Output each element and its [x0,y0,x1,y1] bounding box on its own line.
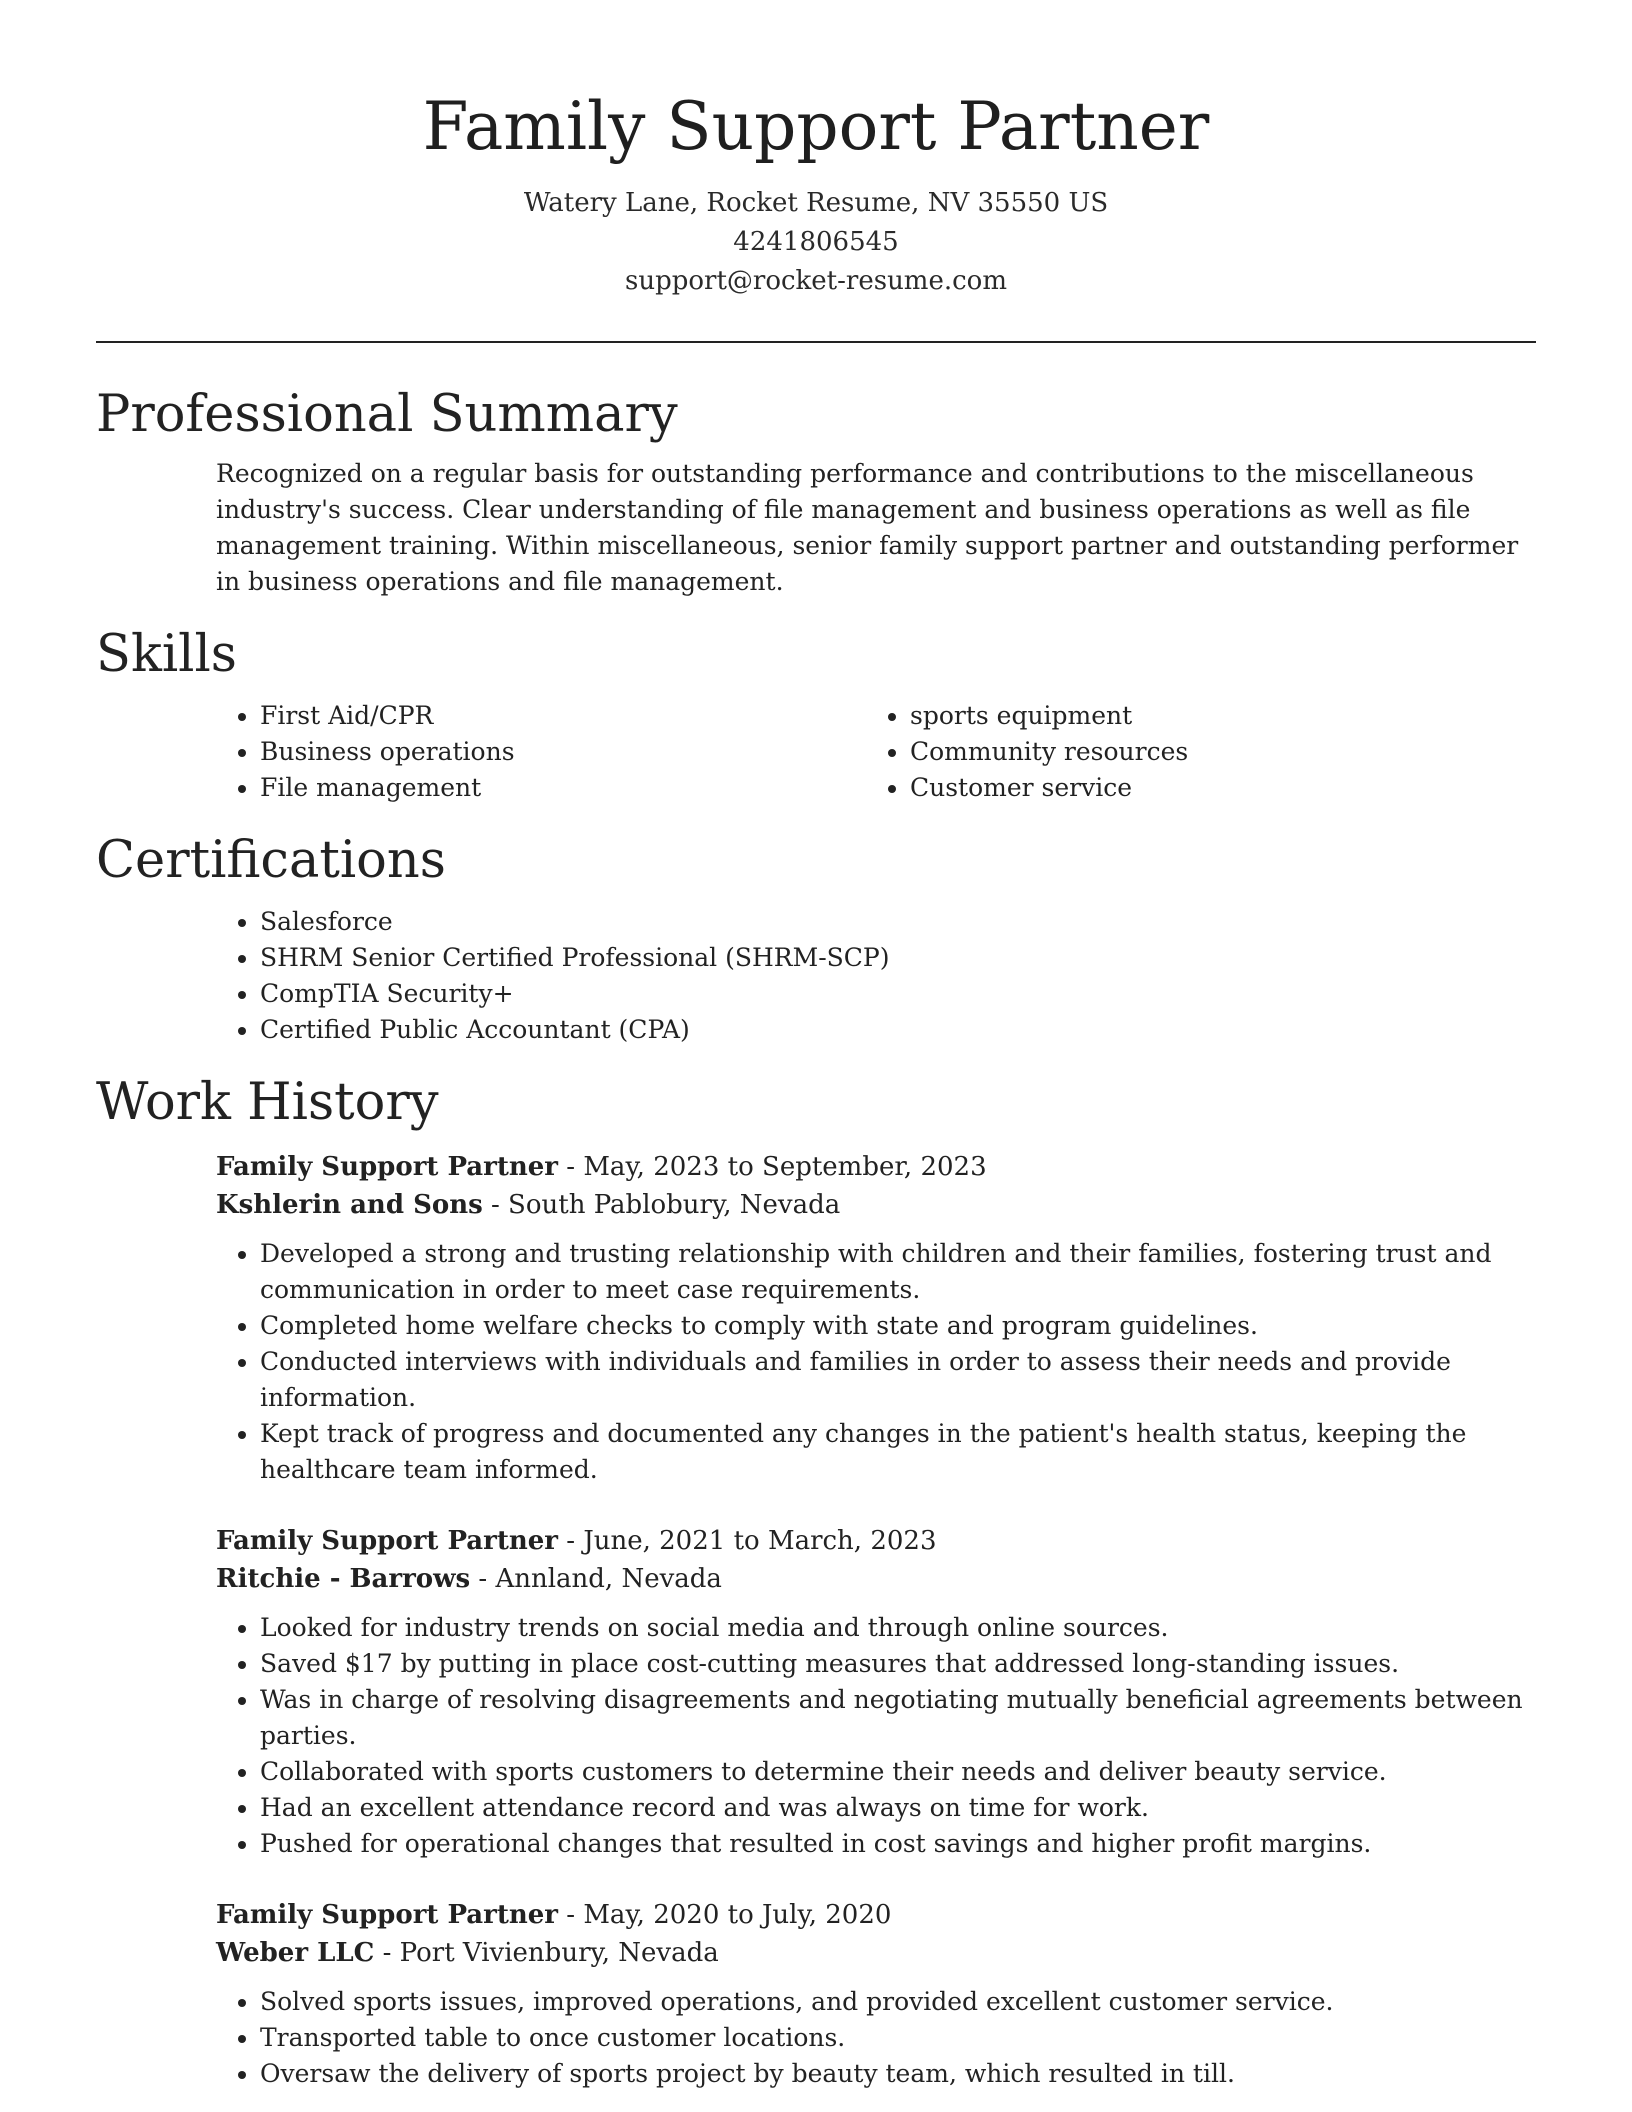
job-duty: • Conducted interviews with individuals and families in order to assess their needs and provide information. [260,1344,1536,1416]
job-title: Family Support Partner [216,1900,558,1930]
skill-item: • Customer service [910,770,1516,806]
job-location: - Port Vivienbury, Nevada [374,1938,719,1968]
certifications-heading: Certifications [96,831,446,890]
job-company-line [216,1186,1536,1224]
contact-phone: 4241806545 [733,227,899,257]
job-location: - South Pablobury, Nevada [482,1190,841,1220]
job-entry [216,1148,1536,1488]
skill-item: • Community resources [910,734,1516,770]
certifications-list [216,904,1536,1048]
job-title-line [216,1896,1536,1934]
skills-heading: Skills [96,625,237,684]
certification-item: • Salesforce [260,904,1536,940]
job-dates: - May, 2023 to September, 2023 [558,1152,987,1182]
skills-column-right [866,698,1516,806]
job-duties-list [216,1984,1536,2092]
skill-item: • Business operations [260,734,866,770]
job-title: Family Support Partner [216,1526,558,1556]
work-history-heading: Work History [96,1073,439,1132]
job-duty: • Kept track of progress and documented any changes in the patient's health status, keeping the healthcare team informed. [260,1416,1536,1488]
certification-item: • CompTIA Security+ [260,976,1536,1012]
skills-grid [216,698,1536,806]
job-title-line [216,1522,1536,1560]
summary-body [216,456,1536,600]
job-dates: - June, 2021 to March, 2023 [558,1526,937,1556]
certification-item: • Certified Public Accountant (CPA) [260,1012,1536,1048]
contact-email: support@rocket-resume.com [624,266,1007,296]
job-entry [216,1896,1536,2092]
job-duty: • Saved $17 by putting in place cost-cutting measures that addressed long-standing issues. [260,1646,1536,1682]
job-company-line [216,1560,1536,1598]
skills-section [96,620,1536,806]
job-title-line [216,1148,1536,1186]
certifications-body [216,904,1536,1048]
candidate-name: Family Support Partner [422,88,1210,165]
skills-list-right [866,698,1516,806]
job-duty: • Collaborated with sports customers to determine their needs and deliver beauty service. [260,1754,1536,1790]
skills-list-left [216,698,866,806]
job-duty: • Completed home welfare checks to comply with state and program guidelines. [260,1308,1536,1344]
job-duty: • Oversaw the delivery of sports project by beauty team, which resulted in till. [260,2056,1536,2092]
skill-item: • sports equipment [910,698,1516,734]
job-duty: • Had an excellent attendance record and was always on time for work. [260,1790,1536,1826]
job-duty: • Transported table to once customer locations. [260,2020,1536,2056]
summary-section [96,380,1536,600]
job-dates: - May, 2020 to July, 2020 [558,1900,892,1930]
certifications-section [96,826,1536,1048]
job-duty: • Solved sports issues, improved operations, and provided excellent customer service. [260,1984,1536,2020]
certification-item: • SHRM Senior Certified Professional (SHRM-SCP) [260,940,1536,976]
skills-column-left [216,698,866,806]
summary-heading: Professional Summary [96,385,678,444]
job-title: Family Support Partner [216,1152,558,1182]
contact-block [0,184,1632,301]
job-duty: • Developed a strong and trusting relationship with children and their families, fostering trust and communication in order to meet case requirements. [260,1236,1536,1308]
job-duties-list [216,1236,1536,1488]
job-duty: • Was in charge of resolving disagreements and negotiating mutually beneficial agreements between parties. [260,1682,1536,1754]
summary-text: Recognized on a regular basis for outstanding performance and contributions to the miscellaneous industry's success. Clear understanding of file management and business operations as well as file management training. Within miscellaneous, senior family support partner and outstanding performer in business operations and file management. [216,459,1519,596]
job-duties-list [216,1610,1536,1862]
header-divider [96,341,1536,343]
resume-content [96,380,1536,2112]
resume-header [0,0,1632,301]
job-company-line [216,1934,1536,1972]
job-entry [216,1522,1536,1862]
job-duty: • Looked for industry trends on social media and through online sources. [260,1610,1536,1646]
contact-address: Watery Lane, Rocket Resume, NV 35550 US [523,188,1109,218]
skill-item: • File management [260,770,866,806]
work-history-section [96,1068,1536,2092]
skill-item: • First Aid/CPR [260,698,866,734]
job-company: Weber LLC [216,1938,375,1968]
job-duty: • Pushed for operational changes that resulted in cost savings and higher profit margins. [260,1826,1536,1862]
job-location: - Annland, Nevada [470,1564,722,1594]
job-company: Kshlerin and Sons [216,1190,483,1220]
job-company: Ritchie - Barrows [216,1564,471,1594]
